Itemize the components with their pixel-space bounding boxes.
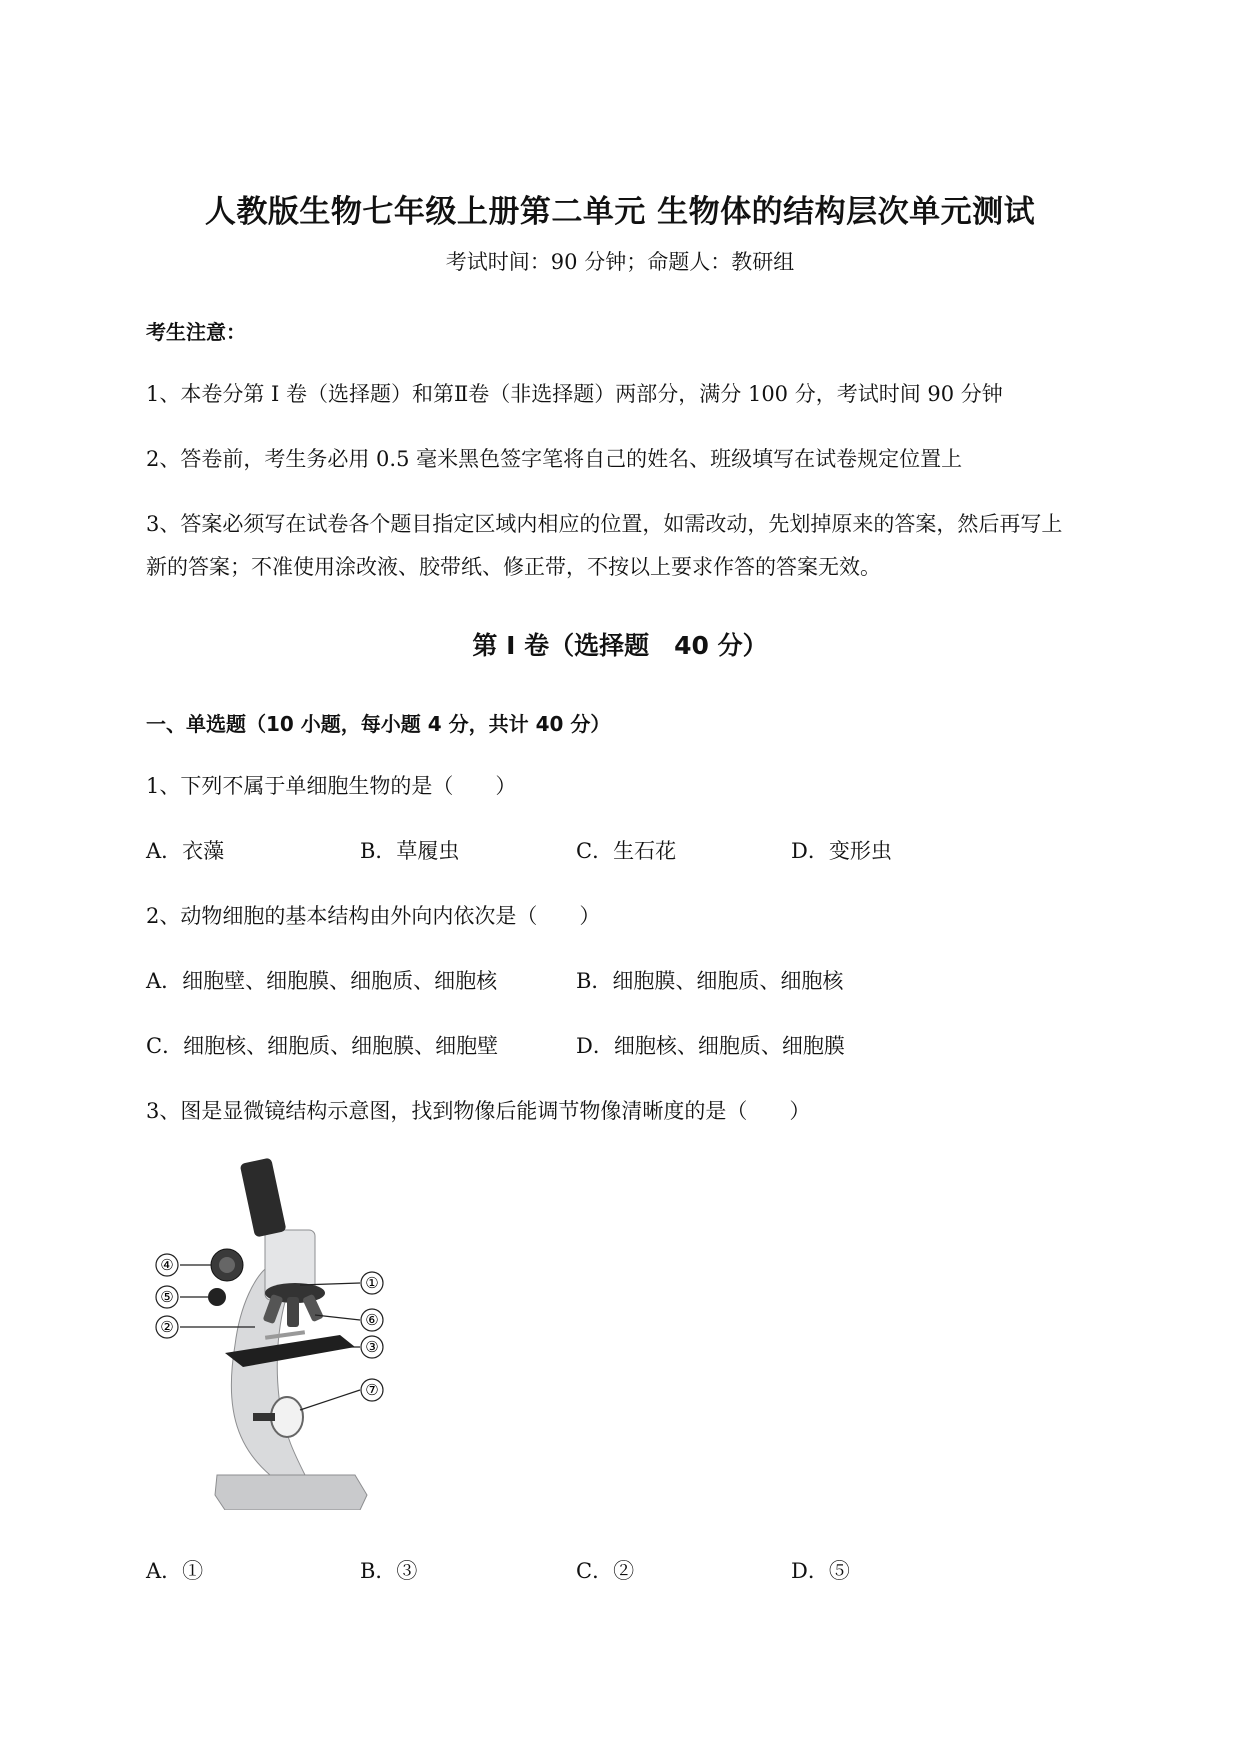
notice-item: 1、本卷分第 I 卷（选择题）和第Ⅱ卷（非选择题）两部分，满分 100 分，考试时间 90 分钟 (146, 382, 1003, 406)
question-3-stem: 3、图是显微镜结构示意图，找到物像后能调节物像清晰度的是（ ） (146, 1099, 811, 1123)
question-1-option-d[interactable]: D．变形虫 (791, 839, 892, 863)
svg-text:⑤: ⑤ (160, 1288, 174, 1306)
svg-text:⑦: ⑦ (365, 1381, 379, 1399)
label-7 (361, 1379, 383, 1401)
question-1-option-c[interactable]: C．生石花 (576, 839, 677, 863)
notice-heading: 考生注意： (146, 320, 246, 344)
label-2 (156, 1316, 178, 1338)
svg-text:④: ④ (160, 1256, 174, 1274)
label-5 (156, 1286, 178, 1308)
notice-item: 3、答案必须写在试卷各个题目指定区域内相应的位置，如需改动，先划掉原来的答案，然后再写上 (146, 512, 1063, 536)
question-3-option-b[interactable]: B．③ (360, 1559, 418, 1583)
label-1 (361, 1272, 383, 1294)
question-3-option-d[interactable]: D．⑤ (791, 1559, 850, 1583)
question-1-option-b[interactable]: B．草履虫 (360, 839, 460, 863)
fine-focus-knob (208, 1288, 226, 1306)
question-2-option-a[interactable]: A．细胞壁、细胞膜、细胞质、细胞核 (146, 969, 498, 993)
notice-item-continued: 新的答案；不准使用涂改液、胶带纸、修正带，不按以上要求作答的答案无效。 (146, 555, 881, 579)
mirror-holder (253, 1413, 275, 1421)
question-1-option-a[interactable]: A．衣藻 (146, 839, 225, 863)
microscope-diagram (155, 1155, 445, 1510)
exam-subtitle: 考试时间：90 分钟；命题人：教研组 (445, 250, 795, 274)
notice-item: 2、答卷前，考生务必用 0.5 毫米黑色签字笔将自己的姓名、班级填写在试卷规定位置上 (146, 447, 963, 471)
microscope-base (215, 1475, 367, 1510)
question-1-stem: 1、下列不属于单细胞生物的是（ ） (146, 774, 517, 798)
coarse-focus-knob-center (219, 1257, 235, 1273)
label-3 (361, 1336, 383, 1358)
microscope-mirror (271, 1397, 303, 1437)
svg-text:⑥: ⑥ (365, 1311, 379, 1329)
objective-lens (287, 1297, 299, 1327)
question-3-option-a[interactable]: A．① (146, 1559, 204, 1583)
exam-title: 人教版生物七年级上册第二单元 生物体的结构层次单元测试 (204, 194, 1036, 230)
label-4 (156, 1254, 178, 1276)
question-2-stem: 2、动物细胞的基本结构由外向内依次是（ ） (146, 904, 601, 928)
question-2-option-b[interactable]: B．细胞膜、细胞质、细胞核 (576, 969, 844, 993)
svg-text:③: ③ (365, 1338, 379, 1356)
question-2-option-d[interactable]: D．细胞核、细胞质、细胞膜 (576, 1034, 845, 1058)
microscope-eyepiece (240, 1157, 287, 1237)
label-6 (361, 1309, 383, 1331)
section-title: 第 I 卷（选择题 40 分） (472, 631, 768, 660)
question-3-option-c[interactable]: C．② (576, 1559, 635, 1583)
svg-text:①: ① (365, 1274, 379, 1292)
part-heading: 一、单选题（10 小题，每小题 4 分，共计 40 分） (146, 712, 611, 736)
svg-text:②: ② (160, 1318, 174, 1336)
question-2-option-c[interactable]: C．细胞核、细胞质、细胞膜、细胞壁 (146, 1034, 499, 1058)
